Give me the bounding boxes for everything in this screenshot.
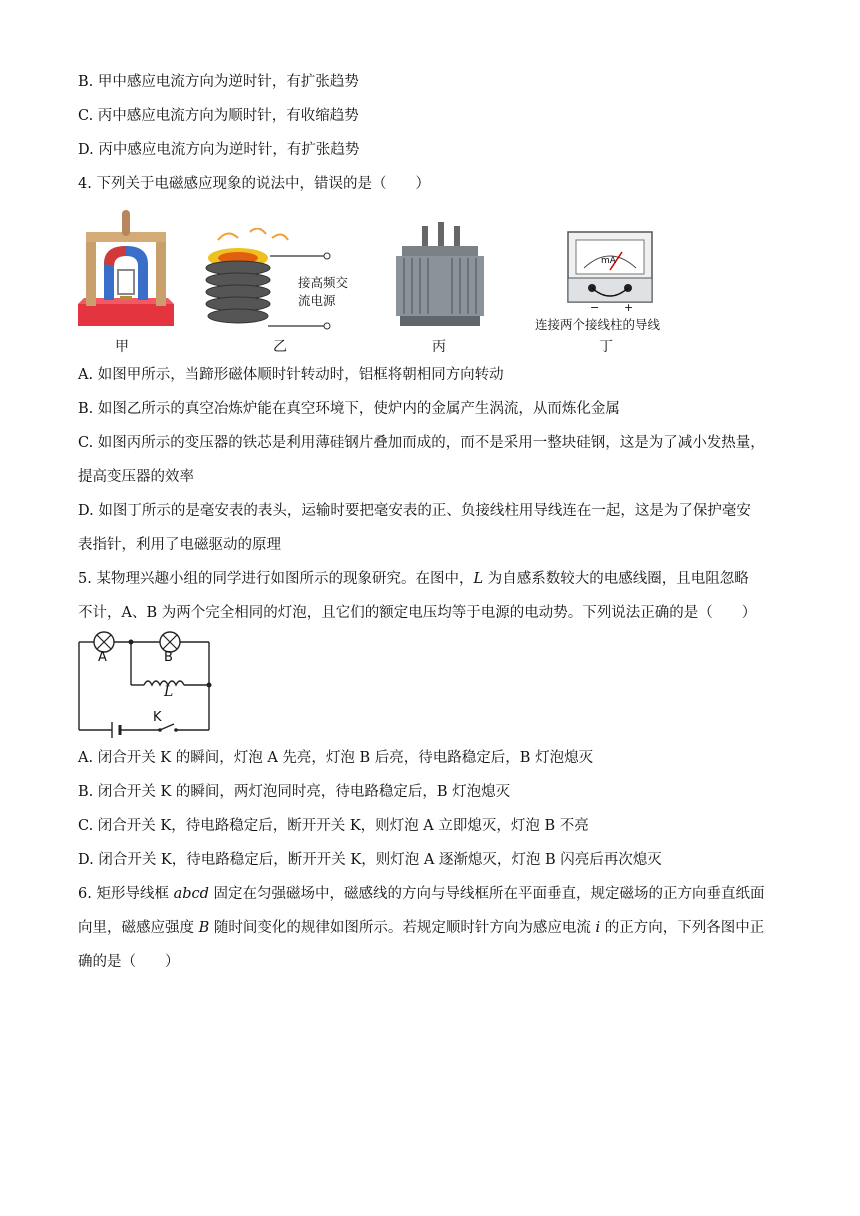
figure-ding-plus-sign: + xyxy=(624,301,634,314)
q5-option-c: C. 闭合开关 K，待电路稳定后，断开开关 K，则灯泡 A 立即熄灭，灯泡 B 不亮 xyxy=(78,818,589,834)
q4-stem: 4. 下列关于电磁感应现象的说法中，错误的是（ ） xyxy=(78,176,430,192)
q5-stem-line2: 不计，A、B 为两个完全相同的灯泡，且它们的额定电压均等于电源的电动势。下列说法正确的是（ ） xyxy=(78,605,757,621)
q3-option-b: B. 甲中感应电流方向为逆时针，有扩张趋势 xyxy=(78,74,359,90)
q4-option-a: A. 如图甲所示，当蹄形磁体顺时针转动时，铝框将朝相同方向转动 xyxy=(78,367,504,383)
figure-bing-transformer xyxy=(392,218,492,334)
q6-stem-line2: 向里，磁感应强度 B 随时间变化的规律如图所示。若规定顺时针方向为感应电流 i 的正方向，下列各图中正 xyxy=(78,920,765,936)
figure-ding-note: 连接两个接线柱的导线 xyxy=(535,317,661,332)
q5-option-b: B. 闭合开关 K 的瞬间，两灯泡同时亮，待电路稳定后，B 灯泡熄灭 xyxy=(78,784,511,800)
q5-option-a: A. 闭合开关 K 的瞬间，灯泡 A 先亮，灯泡 B 后亮，待电路稳定后，B 灯泡熄灭 xyxy=(78,750,594,766)
q4-option-d-line2: 表指针，利用了电磁驱动的原理 xyxy=(78,537,281,553)
figure-bing-caption: 丙 xyxy=(432,339,446,355)
q6-stem-line1: 6. 矩形导线框 abcd 固定在匀强磁场中，磁感线的方向与导线框所在平面垂直，规定磁场的正方向垂直纸面 xyxy=(78,886,765,902)
circuit-label-lamp-a: A xyxy=(98,650,107,665)
figure-yi-note-line1: 接高频交 xyxy=(298,275,349,290)
q4-option-d-line1: D. 如图丁所示的是毫安表的表头，运输时要把毫安表的正、负接线柱用导线连在一起，这是为了保护毫安 xyxy=(78,503,751,519)
figure-yi-caption: 乙 xyxy=(273,339,287,355)
q4-option-c-line1: C. 如图丙所示的变压器的铁芯是利用薄硅钢片叠加而成的，而不是采用一整块硅钢，这是为了减小发热量， xyxy=(78,435,765,451)
q5-circuit-diagram xyxy=(76,628,216,738)
q4-option-b: B. 如图乙所示的真空冶炼炉能在真空环境下，使炉内的金属产生涡流，从而炼化金属 xyxy=(78,401,620,417)
figure-ding-minus-sign: − xyxy=(590,301,600,314)
q6-stem-line3: 确的是（ ） xyxy=(78,954,180,970)
circuit-label-inductor: L xyxy=(164,684,174,700)
circuit-label-switch: K xyxy=(153,710,162,725)
q4-option-c-line2: 提高变压器的效率 xyxy=(78,469,194,485)
q5-option-d: D. 闭合开关 K，待电路稳定后，断开开关 K，则灯泡 A 逐渐熄灭，灯泡 B 闪亮后再次熄灭 xyxy=(78,852,662,868)
q3-option-c: C. 丙中感应电流方向为顺时针，有收缩趋势 xyxy=(78,108,359,124)
figure-jia-caption: 甲 xyxy=(115,339,129,355)
figure-jia-horseshoe-magnet xyxy=(76,204,176,334)
q3-option-d: D. 丙中感应电流方向为逆时针，有扩张趋势 xyxy=(78,142,360,158)
q5-stem-line1: 5. 某物理兴趣小组的同学进行如图所示的现象研究。在图中，L 为自感系数较大的电感线圈，且电阻忽略 xyxy=(78,571,749,587)
circuit-label-lamp-b: B xyxy=(164,650,173,665)
figure-ding-caption: 丁 xyxy=(599,339,613,355)
figure-ding-milliammeter xyxy=(566,230,654,304)
figure-yi-note-line2: 流电源 xyxy=(298,293,336,308)
figure-ding-meter-unit: mA xyxy=(601,256,616,266)
